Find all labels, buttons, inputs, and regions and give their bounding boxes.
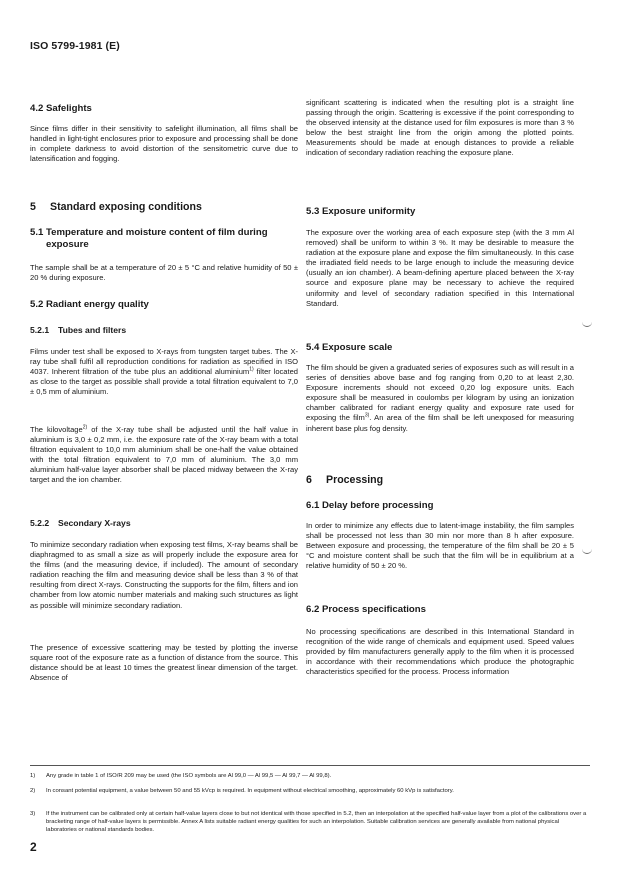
section-5-2-heading [30, 299, 298, 311]
chapter-title: Standard exposing conditions [50, 201, 202, 213]
footnote-3 [30, 810, 590, 835]
paragraph: To minimize secondary radiation when exposing test films, X-ray beams shall be diaphragmed to as small a size as will properly include the exposure area for the films (and the measuring device, if included). The amount of secondary radiation reaching the film and measuring device shall be less than 3 % of that resulting from direct X-rays. Constructing the supports for the film, filters and ion chamber from low atomic number materials and making such structures as light as possible will minimize secondary radiation. [30, 540, 298, 610]
chapter-number: 6 [306, 474, 312, 486]
section-title: Process specifications [322, 604, 426, 615]
footnote-1 [30, 772, 590, 780]
footnote-rule [30, 765, 590, 766]
subsection-number: 5.2.2 [30, 518, 50, 528]
text-run: of the X-ray tube shall be adjusted until the half value in aluminium is 3,0 ± 0,2 mm, i.e. the exposure rate of the X-ray beam with a total filtration equivalent to 10,0 mm aluminium shall be one-half the value obtained with the total filtration equivalent to 7,0 mm of aluminium. The 3,0 mm aluminium half-value layer absorber shall be placed midway between the X-ray target and the ion chamber. [30, 425, 298, 485]
section-5-4-text [306, 363, 574, 434]
paragraph: The sample shall be at a temperature of 20 ± 5 °C and relative humidity of 50 ± 20 % during exposure. [30, 263, 298, 283]
subsection-title: Tubes and filters [58, 325, 127, 335]
footnote-text: Any grade in table 1 of ISO/R 209 may be used (the ISO symbols are Al 99,0 — Al 99,5 — Al 99,7 — Al 99,8). [46, 773, 332, 779]
section-6-2-text [306, 627, 574, 677]
subsection-title: Secondary X-rays [58, 518, 131, 528]
section-number: 6.2 [306, 604, 320, 615]
section-title: Exposure uniformity [322, 206, 416, 217]
text-run: . An area of the film shall be left unexposed for measuring inherent base plus fog density. [306, 413, 574, 433]
paragraph: The presence of excessive scattering may be tested by plotting the inverse square root of the exposure rate as a function of distance from the source. This distance should be at least 10 times the greatest linear dimension of the target. Absence of [30, 643, 298, 683]
section-title: Radiant energy quality [46, 299, 149, 310]
paragraph: significant scattering is indicated when the resulting plot is a straight line passing through the origin. Scattering is excessive if the point corresponding to the observed intensity at the distance used for film exposures is more than 3 % below the best straight line from the origin among the plotted points. Measurements should be made at enough distances to provide a reliable indication of secondary radiation reaching the exposure plane. [306, 98, 574, 158]
footnote-text: In consant potential equipment, a value between 50 and 55 kVcp is required. In equipment without electrical smoothing, approximately 60 kVp is satisfactory. [46, 788, 454, 794]
text-run: filter located as close to the target as possible shall provide a total filtration equivalent to 7,0 ± 0,5 mm of aluminium. [30, 367, 298, 397]
chapter-title: Processing [326, 474, 384, 486]
section-5-2-2-text-2 [30, 643, 298, 683]
section-5-3-heading [306, 206, 574, 218]
margin-mark [582, 322, 592, 327]
section-5-2-2-heading [30, 518, 298, 528]
section-number: 4.2 [30, 103, 44, 114]
paragraph [30, 347, 298, 397]
section-title: Delay before processing [322, 500, 434, 511]
section-number: 5.2 [30, 299, 44, 310]
margin-mark [582, 549, 592, 554]
section-title: Temperature and moisture content of film during exposure [46, 227, 268, 250]
page-number: 2 [30, 840, 37, 854]
section-title: Safelights [46, 103, 92, 114]
section-5-1-heading [30, 227, 298, 250]
footnote-2 [30, 787, 590, 795]
footnote-number: 1) [30, 773, 36, 779]
section-6-1-heading [306, 500, 574, 512]
paragraph: In order to minimize any effects due to latent-image instability, the film samples shall be processed not less than 30 min nor more than 8 h after exposure. Between exposure and processing, the temperature of the film shall be 20 ± 5 °C and moisture content shall be such that the film will be in equilibrium at a relative humidity of 50 ± 20 %. [306, 521, 574, 571]
footnote-number: 2) [30, 788, 36, 794]
section-number: 5.3 [306, 206, 320, 217]
footnote-text: If the instrument can be calibrated only at certain half-value layers close to but not identical with those specified in 5.2, then an interpolation at the specified half-value layer from a plot of the calibrations over a bracketing range of half-value layers is permissible. Annex A lists suitable radiant energy qualities for such an interpolation. Suitable calibration services are generally available from national physical laboratories or national standards bodies. [46, 811, 587, 834]
footnote-ref[interactable]: 1) [249, 366, 254, 373]
section-4-2-heading [30, 103, 298, 115]
text-run: The film should be given a graduated series of exposures such as will result in a series of densities above base and fog ranging from 0,20 to at least 2,30. Exposure increments should not exceed 0,20 log exposure units. Each exposure shall be measured in coulombs per kilogram by using an ionization chamber calibrated for radiant energy quality and exposure rate used for exposing the film [306, 363, 574, 423]
section-5-3-text [306, 228, 574, 309]
text-run: The kilovoltage [30, 425, 83, 434]
subsection-number: 5.2.1 [30, 325, 50, 335]
footnote-number: 3) [30, 811, 36, 817]
text-run: Films under test shall be exposed to X-rays from tungsten target tubes. The X-ray tube shall fulfil all reproduction conditions for radiation as specified in ISO 4037. Inherent filtration of the tube plus an additional aluminium [30, 347, 298, 377]
section-4-2-text [30, 124, 298, 164]
paragraph [30, 425, 298, 486]
section-5-2-2-text [30, 540, 298, 611]
section-number: 5.1 [30, 227, 44, 238]
continued-text [306, 98, 574, 159]
page-header: ISO 5799-1981 (E) [30, 40, 120, 52]
paragraph [306, 363, 574, 434]
paragraph: No processing specifications are described in this International Standard in recognition of the wide range of chemicals and equipment used. Speed values provided by film manufacturers generally apply to the film when it is processed in accordance with their recommendations which produce the photographic characteristics specified for the process. Process information [306, 627, 574, 677]
chapter-number: 5 [30, 201, 36, 213]
section-5-2-1-text [30, 347, 298, 397]
section-5-1-text [30, 263, 298, 283]
section-5-4-heading [306, 342, 574, 354]
section-6-1-text [306, 521, 574, 571]
footnote-ref[interactable]: 3) [364, 412, 370, 419]
section-title: Exposure scale [322, 342, 393, 353]
section-number: 6.1 [306, 500, 320, 511]
section-6-2-heading [306, 604, 574, 616]
chapter-6-heading [306, 474, 574, 486]
paragraph: Since films differ in their sensitivity to safelight illumination, all films shall be handled in light-tight enclosures prior to exposure and processing shall be done in complete darkness to avoid distortion of the sensitometric curve due to latensification and fogging. [30, 124, 298, 164]
footnote-ref[interactable]: 2) [82, 424, 88, 431]
section-5-2-1-text-2 [30, 425, 298, 486]
chapter-5-heading [30, 201, 298, 213]
paragraph: The exposure over the working area of each exposure step (with the 3 mm Al removed) shall be uniform to within 3 %. It may be desirable to measure the radiation at the exposure plane and expose the film simultaneously. In this case the irradiated field needs to be large enough to include the measuring device (usually an ion chamber). A beam-defining aperture placed between the X-ray source and exposure plane may be necessary to achieve the required uniformity and level of secondary radiation specified in this International Standard. [306, 228, 574, 308]
section-number: 5.4 [306, 342, 320, 353]
section-5-2-1-heading [30, 325, 298, 335]
